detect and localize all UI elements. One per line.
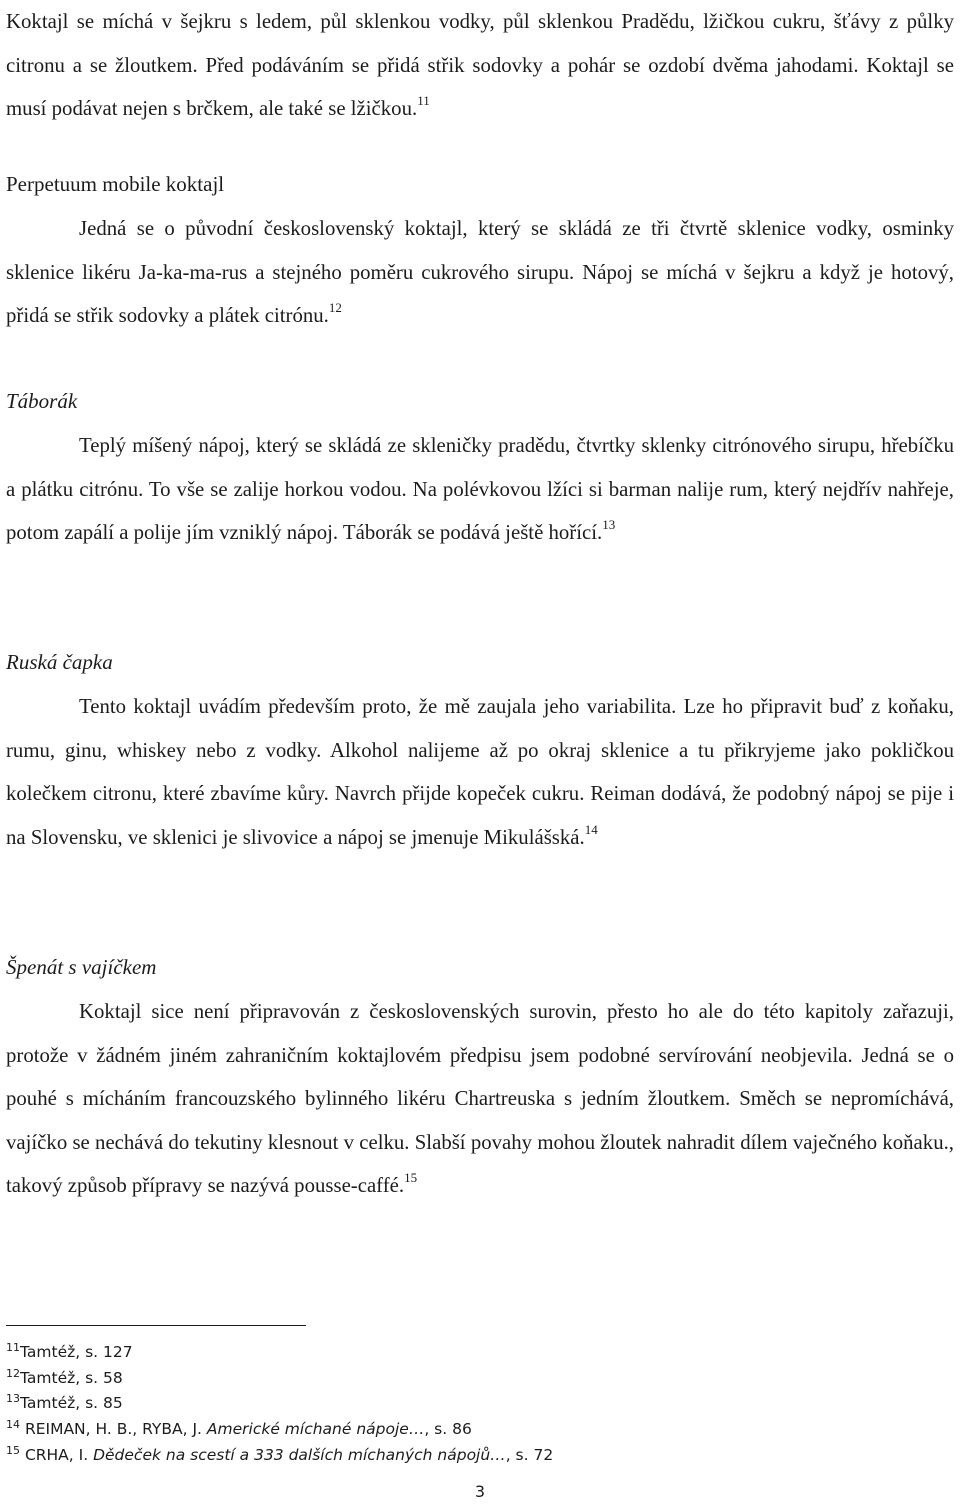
paragraph-text: Jedná se o původní československý koktajl, který se skládá ze tři čtvrtě sklenice vodky, osminky sklenice likéru Ja-ka-ma-rus a stejného poměru cukrového sirupu. Nápoj se míchá v šejkru a když je hotový, přidá se střik sodovky a plátek citrónu. bbox=[6, 217, 954, 327]
paragraph-spenat-s-vajickem bbox=[6, 990, 954, 1208]
footnote-ref[interactable]: 14 bbox=[584, 821, 598, 837]
footnote-ref[interactable]: 12 bbox=[328, 300, 342, 316]
footnote-number: 15 bbox=[6, 1443, 20, 1457]
footnote-title: Dědeček na scestí a 333 dalších míchaných nápojů… bbox=[93, 1445, 506, 1464]
paragraph-ruska-capka bbox=[6, 685, 954, 859]
heading-ruska-capka: Ruská čapka bbox=[6, 650, 113, 674]
paragraph-perpetuum-mobile bbox=[6, 207, 954, 338]
heading-taborak: Táborák bbox=[6, 389, 78, 413]
paragraph-taborak bbox=[6, 424, 954, 555]
footnote-item bbox=[6, 1366, 906, 1392]
heading-spenat-s-vajickem: Špenát s vajíčkem bbox=[6, 955, 157, 979]
footnote-suffix: , s. 72 bbox=[505, 1445, 554, 1464]
footnote-prefix: CRHA, I. bbox=[24, 1445, 94, 1464]
footnote-item bbox=[6, 1417, 906, 1443]
paragraph-text: Teplý míšený nápoj, který se skládá ze skleničky pradědu, čtvrtky sklenky citrónového sirupu, hřebíčku a plátku citrónu. To vše se zalije horkou vodou. Na polévkovou lžíci si barman nalije rum, který nejdřív nahřeje, potom zapálí a polije jím vzniklý nápoj. Táborák se podává ještě hořící. bbox=[6, 434, 954, 544]
footnote-ref[interactable]: 11 bbox=[417, 93, 430, 109]
paragraph-text: Koktajl sice není připravován z československých surovin, přesto ho ale do této kapitoly zařazuji, protože v žádném jiném zahraničním koktajlovém předpisu jsem podobné servírování neobjevila. Jedná se o pouhé s mícháním francouzského bylinného likéru Chartreuska s jedním žloutkem. Směch se nepromíchává, vajíčko se nechává do tekutiny klesnout v celku. Slabší povahy mohou žloutek nahradit dílem vaječného koňaku., takový způsob přípravy se nazývá pousse-caffé. bbox=[6, 1000, 954, 1197]
footnote-item bbox=[6, 1391, 906, 1417]
footnote-separator bbox=[6, 1325, 306, 1326]
footnote-number: 14 bbox=[6, 1417, 20, 1431]
footnote-number: 12 bbox=[6, 1366, 20, 1380]
footnote-text: Tamtéž, s. 127 bbox=[20, 1343, 133, 1361]
page-number: 3 bbox=[474, 1482, 486, 1501]
footnote-suffix: , s. 86 bbox=[424, 1420, 472, 1439]
heading-perpetuum-mobile: Perpetuum mobile koktajl bbox=[6, 172, 225, 196]
paragraph-text: Tento koktajl uvádím především proto, že mě zaujala jeho variabilita. Lze ho připravit buď z koňaku, rumu, ginu, whiskey nebo z vodky. Alkohol nalijeme až po okraj sklenice a tu přikryjeme jako pokličkou kolečkem citronu, které zbavíme kůry. Navrch přijde kopeček cukru. Reiman dodává, že podobný nápoj se pije i na Slovensku, ve sklenici je slivovice a nápoj se jmenuje Mikulášská. bbox=[6, 695, 954, 849]
paragraph-koktajl-intro bbox=[6, 0, 954, 131]
footnote-prefix: REIMAN, H. B., RYBA, J. bbox=[24, 1420, 207, 1439]
footnote-item bbox=[6, 1340, 906, 1366]
footnote-number: 13 bbox=[6, 1392, 20, 1406]
footnote-ref[interactable]: 15 bbox=[404, 1170, 418, 1186]
footnote-number: 11 bbox=[6, 1340, 20, 1354]
paragraph-text: Koktajl se míchá v šejkru s ledem, půl sklenkou vodky, půl sklenkou Pradědu, lžičkou cukru, šťávy z půlky citronu a se žloutkem. Před podáváním se přidá střik sodovky a pohár se ozdobí dvěma jahodami. Koktajl se musí podávat nejen s brčkem, ale také se lžičkou. bbox=[6, 10, 954, 120]
footnote-ref[interactable]: 13 bbox=[602, 517, 616, 533]
footnote-text: Tamtéž, s. 58 bbox=[20, 1368, 123, 1387]
footnote-item bbox=[6, 1443, 906, 1469]
footnote-text: Tamtéž, s. 85 bbox=[20, 1394, 123, 1413]
footnote-title: Americké míchané nápoje… bbox=[206, 1420, 425, 1439]
footnotes bbox=[6, 1340, 906, 1469]
